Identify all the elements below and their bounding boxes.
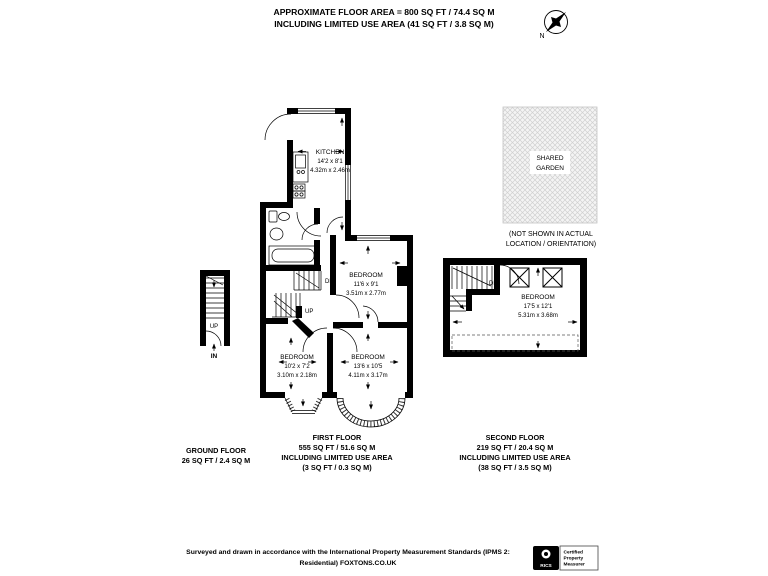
- ground-floor-plan: [200, 270, 230, 360]
- kitchen-label: KITCHEN: [315, 149, 345, 156]
- bedroom2-label: BEDROOM: [280, 354, 314, 361]
- ground-up-label: UP: [209, 324, 219, 330]
- certified-line2: Property: [563, 556, 584, 562]
- header-line2: INCLUDING LIMITED USE AREA (41 SQ FT / 3.8 SQ M): [274, 19, 494, 29]
- certified-line1: Certified: [563, 550, 583, 556]
- kitchen-units: [293, 152, 308, 198]
- second-bedroom-size-metric: 5.31m x 3.68m: [518, 313, 558, 319]
- footer: [186, 546, 598, 570]
- window: [298, 109, 390, 241]
- entrance-door-arc: [206, 331, 221, 346]
- garden-label-line2: GARDEN: [536, 165, 564, 172]
- ground-floor-stairs: [206, 276, 224, 318]
- rics-logo-text: RICS: [540, 564, 552, 569]
- bedroom1-label: BEDROOM: [349, 272, 383, 279]
- second-floor-room-labels: [518, 294, 558, 319]
- second-bedroom-size-imperial: 17'5 x 12'1: [523, 304, 553, 310]
- ground-floor-area: 26 SQ FT / 2.4 SQ M: [181, 456, 251, 465]
- toilet-icon: [269, 211, 277, 222]
- footer-disclaimer-line2: Residential) FOXTONS.CO.UK: [299, 560, 397, 567]
- first-floor-limited: (3 SQ FT / 0.3 SQ M): [302, 463, 372, 472]
- compass-north-label: N: [539, 33, 545, 40]
- second-floor-area: 219 SQ FT / 20.4 SQ M: [476, 443, 554, 452]
- bedroom3-label: BEDROOM: [351, 354, 385, 361]
- second-floor-title: SECOND FLOOR: [485, 433, 545, 442]
- curved-bay-window: [337, 398, 405, 427]
- header: [273, 7, 494, 29]
- bedroom2-size-imperial: 10'2 x 7'2: [284, 364, 310, 370]
- footer-disclaimer-line1: Surveyed and drawn in accordance with the International Property Measurement Standards (IPMS 2:: [186, 549, 510, 556]
- rics-logo: [533, 546, 559, 570]
- ground-in-label: IN: [210, 353, 218, 360]
- small-bay-window: [285, 398, 322, 414]
- second-floor-including: INCLUDING LIMITED USE AREA: [459, 453, 571, 462]
- ground-floor-title: GROUND FLOOR: [186, 446, 246, 455]
- kitchen-size-imperial: 14'2 x 8'1: [317, 159, 343, 165]
- kitchen-size-metric: 4.32m x 2.46m: [310, 168, 350, 174]
- toilet-bowl-icon: [279, 213, 290, 221]
- certified-line3: Measurer: [563, 562, 585, 568]
- first-floor-plan: [260, 108, 413, 427]
- basin-icon: [270, 228, 283, 240]
- second-bedroom-label: BEDROOM: [521, 294, 555, 301]
- limited-use-area-outline: [452, 335, 578, 351]
- first-floor-area: 555 SQ FT / 51.6 SQ M: [298, 443, 376, 452]
- first-dn-label: DN: [325, 279, 334, 285]
- first-floor-title: FIRST FLOOR: [312, 433, 362, 442]
- floor-titles: [182, 433, 572, 472]
- second-floor-plan: [443, 258, 587, 357]
- bedroom3-size-imperial: 13'6 x 10'5: [353, 364, 383, 370]
- shared-garden: [503, 107, 597, 248]
- second-floor-limited: (38 SQ FT / 3.5 SQ M): [478, 463, 552, 472]
- first-up-label: UP: [305, 309, 314, 315]
- garden-note-line2: LOCATION / ORIENTATION): [505, 241, 597, 248]
- header-line1: APPROXIMATE FLOOR AREA = 800 SQ FT / 74.4 SQ M: [273, 7, 495, 17]
- bedroom2-size-metric: 3.10m x 2.18m: [277, 373, 317, 379]
- garden-label-line1: SHARED: [536, 155, 564, 162]
- first-floor-including: INCLUDING LIMITED USE AREA: [281, 453, 393, 462]
- certified-measurer-badge: [560, 546, 598, 570]
- compass-icon: [539, 11, 567, 41]
- bathroom-fixtures: [269, 211, 317, 265]
- bedroom1-size-metric: 3.51m x 2.77m: [346, 291, 386, 297]
- bedroom3-size-metric: 4.11m x 3.17m: [348, 373, 388, 379]
- bedroom1-size-imperial: 11'6 x 9'1: [353, 282, 379, 288]
- second-dn-label: DN: [489, 281, 498, 287]
- garden-note-line1: (NOT SHOWN IN ACTUAL: [509, 231, 593, 238]
